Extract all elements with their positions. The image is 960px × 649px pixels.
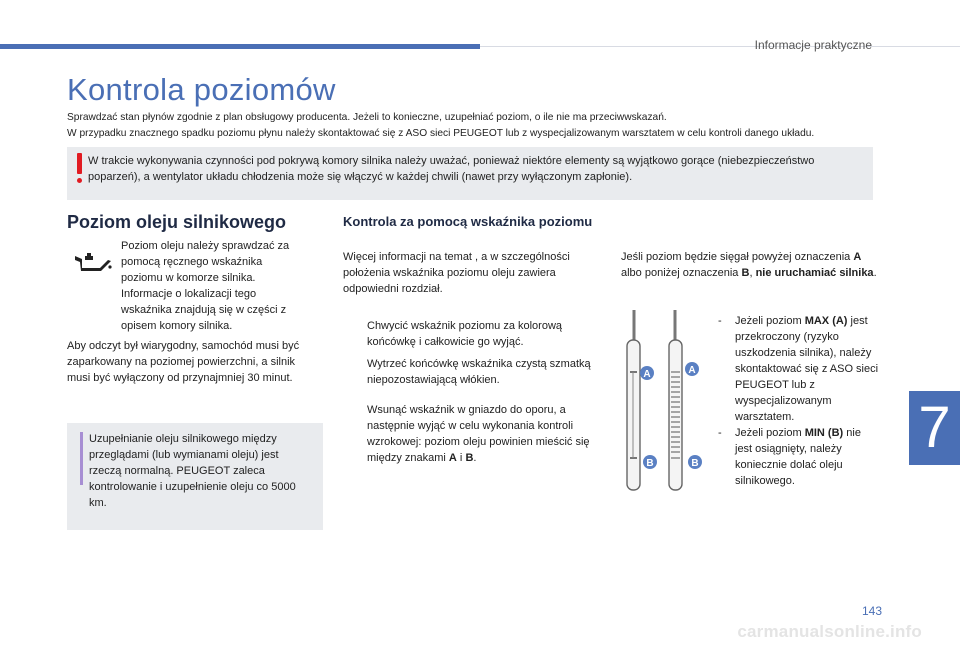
step-item: [343, 402, 603, 466]
oil-can-icon: [72, 250, 112, 276]
more-info-text: Więcej informacji na temat , a w szczególności położenia wskaźnika poziomu oleju zawiera odpowiedni rozdział.: [343, 251, 570, 295]
step-text: Wsunąć wskaźnik w gniazdo do oporu, a następnie wyjąć w celu wykonania kontroli wzrokowej: poziom oleju powinien mieścić się między znakami A i B.: [367, 404, 590, 464]
intro-line-1: Sprawdzać stan płynów zgodnie z plan obsługowy producenta. Jeżeli to konieczne, uzupełniać poziom, o ile nie ma przeciwwskazań.: [67, 112, 667, 123]
page-title: Kontrola poziomów: [67, 72, 336, 107]
chapter-tab: 7: [909, 391, 960, 465]
step-item: [343, 356, 603, 388]
level-item-max: - Jeżeli poziom MAX (A) jest przekroczony (ryzyko uszkodzenia silnika), należy skontaktować się z ASO sieci PEUGEOT lub z wyspecjalizowanym warsztatem.: [718, 315, 879, 423]
info-icon: [80, 432, 83, 485]
steps-list: [343, 318, 603, 472]
step-text: Wytrzeć końcówkę wskaźnika czystą szmatką niepozostawiającą włókien.: [367, 358, 591, 386]
header-accent-bar: [0, 44, 480, 49]
label-b-right: B: [691, 458, 699, 469]
dipstick-illustration: [612, 310, 712, 498]
dash: -: [718, 315, 722, 327]
level-list: [718, 313, 880, 489]
info-text: Uzupełnianie oleju silnikowego między przeglądami (lub wymianami oleju) jest rzeczą normalną. PEUGEOT zaleca kontrolowanie i uzupełnienie oleju co 5000 km.: [89, 433, 296, 509]
oil-level-heading: Poziom oleju silnikowego: [67, 212, 287, 232]
step-text: Chwycić wskaźnik poziomu za kolorową końcówkę i całkowicie go wyjąć.: [367, 320, 563, 348]
warning-icon-dot: [77, 178, 82, 183]
label-a-left: A: [643, 369, 651, 380]
page-number: 143: [861, 604, 882, 618]
warning-icon: [77, 153, 82, 174]
level-warning-text: Jeśli poziom będzie sięgał powyżej oznaczenia A albo poniżej oznaczenia B, nie uruchamiać silnika.: [621, 251, 877, 279]
oil-intro-text: Poziom oleju należy sprawdzać za pomocą ręcznego wskaźnika poziomu w komorze silnika. Informacje o lokalizacji tego wskaźnika znajdują się w części z opisem komory silnika.: [121, 240, 290, 332]
dash: -: [718, 427, 722, 439]
label-a-right: A: [688, 365, 696, 376]
step-item: [343, 318, 603, 350]
mark-a-label: A: [448, 452, 457, 464]
oil-body-text: Aby odczyt był wiarygodny, samochód musi być zaparkowany na poziomej powierzchni, a silnik musi być wyłączony od przynajmniej 30 minut.: [67, 340, 300, 384]
warning-text: W trakcie wykonywania czynności pod pokrywą komory silnika należy uważać, ponieważ niektóre elementy są wyjątkowo gorące (niebezpieczeństwo poparzeń), a wentylator układu chłodzenia może się włączyć w każdej chwili (nawet przy wyłączonym zapłonie).: [88, 155, 815, 183]
watermark: carmanualsonline.info: [737, 622, 922, 641]
section-title: Informacje praktyczne: [754, 38, 872, 52]
header-divider: [480, 46, 960, 47]
intro-line-2: W przypadku znacznego spadku poziomu płynu należy skontaktować się z ASO sieci PEUGEOT lub z wyspecjalizowanym warsztatem w celu kontroli danego układu.: [67, 128, 815, 139]
label-b-left: B: [646, 458, 654, 469]
intro-text: [67, 110, 907, 142]
mark-b-label: B: [465, 452, 474, 464]
dipstick-heading: Kontrola za pomocą wskaźnika poziomu: [343, 214, 593, 229]
level-item-min: - Jeżeli poziom MIN (B) nie jest osiągnięty, należy koniecznie dolać oleju silnikowego.: [718, 427, 861, 487]
